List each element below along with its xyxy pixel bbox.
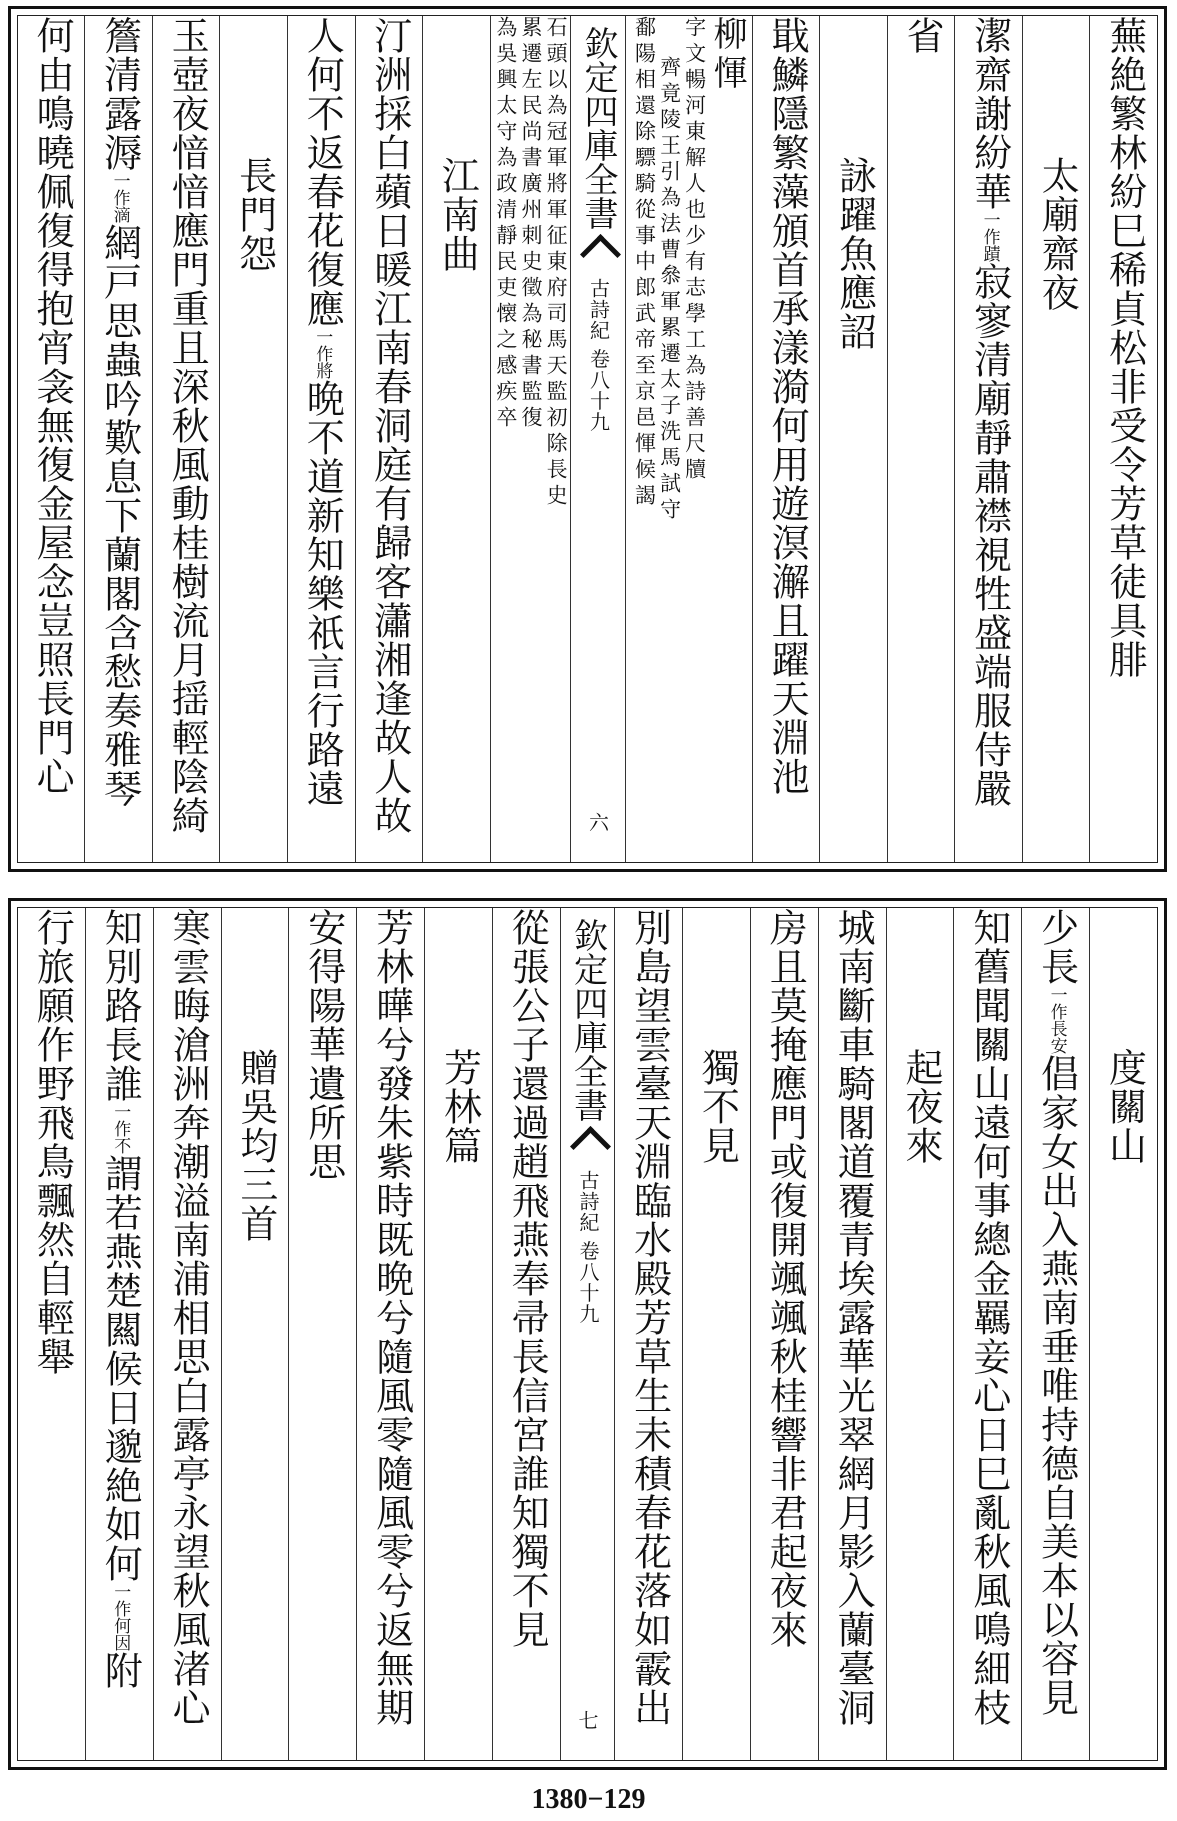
- verse-text: 附: [98, 1651, 143, 1690]
- verse-line: 安得陽華遺所思: [301, 908, 346, 1181]
- text-column: [85, 908, 153, 1760]
- text-column: [84, 16, 152, 862]
- variant-note: 一作蹟: [979, 211, 1000, 262]
- text-column: [614, 908, 682, 1760]
- volume-label: 古詩紀 卷八十九: [576, 1170, 601, 1325]
- poem-title: 獨不見: [695, 1048, 740, 1165]
- top-page-columns: [17, 15, 1158, 863]
- text-column: [219, 16, 287, 862]
- text-column: [287, 16, 355, 862]
- text-column: [1022, 16, 1090, 862]
- verse-text: 簷清露溽: [97, 16, 142, 172]
- poem-title: 起夜來: [898, 1048, 943, 1165]
- verse-line: 汀洲採白蘋日暖江南春洞庭有歸客瀟湘逢故人故: [367, 16, 412, 835]
- biography-column: [625, 16, 752, 862]
- bottom-page-columns: [17, 907, 1158, 1761]
- poem-title: 贈吳均三首: [233, 1048, 278, 1243]
- text-column: [492, 908, 560, 1760]
- verse-line: 知舊聞關山遠何事總金羈妾心日巳亂秋風鳴細枝: [966, 908, 1011, 1727]
- text-column: [153, 908, 221, 1760]
- text-column: [818, 908, 886, 1760]
- text-column: [1089, 16, 1157, 862]
- fish-tail-mark-icon: [583, 236, 613, 272]
- verse-line: [97, 16, 142, 862]
- verse-text: 謂若燕楚闗候日邈絶如何: [98, 1154, 143, 1583]
- text-column: [355, 16, 423, 862]
- bio-line: 字文暢河東解人也少有志學工為詩善尺牘: [682, 16, 707, 484]
- text-column: [1089, 908, 1157, 1760]
- verse-line: 別島望雲臺天淵臨水殿芳草生未積春花落如霰出: [627, 908, 672, 1727]
- volume-label: 古詩紀 卷八十九: [586, 278, 611, 433]
- book-title: 欽定四庫全書: [577, 26, 618, 230]
- page-number: 七: [575, 1710, 600, 1730]
- text-column: [953, 908, 1021, 1760]
- verse-line: 從張公子還過趙飛燕奉帚長信宮誰知獨不見: [505, 908, 550, 1649]
- page-number: 六: [585, 812, 610, 832]
- verse-text: 倡家女出入燕南垂唯持德自美本以容見: [1034, 1054, 1079, 1717]
- text-column: [752, 16, 820, 862]
- verse-text: 寂寥清廟靜肅襟視牲盛端服侍嚴: [967, 262, 1012, 808]
- center-band: [560, 908, 614, 1760]
- text-column: [288, 908, 356, 1760]
- verse-text: 知別路長誰: [98, 908, 143, 1103]
- text-column: [750, 908, 818, 1760]
- verse-line: 寒雲晦滄洲奔潮溢南浦相思白露亭永望秋風渚心: [166, 908, 211, 1727]
- verse-text: 人何不返春花復應: [300, 16, 345, 328]
- bio-line: 為吳興太守為政清靜民吏懐之感疾卒: [493, 16, 518, 432]
- poem-title: 長門怨: [232, 156, 277, 273]
- text-column: [886, 908, 954, 1760]
- verse-line: 何由鳴曉佩復得抱宵衾無復金屋念豈照長門心: [30, 16, 75, 796]
- verse-line: 戢鱗隱繁藻頒首承漾漪何用遊溟澥且躍天淵池: [765, 16, 810, 796]
- bottom-page: [8, 898, 1167, 1770]
- text-column: [887, 16, 955, 862]
- poem-title: 詠躍魚應詔: [832, 156, 877, 351]
- variant-note: 一作不: [110, 1103, 131, 1154]
- text-column: [221, 908, 289, 1760]
- variant-note: 一作滴: [109, 172, 130, 223]
- text-column: [819, 16, 887, 862]
- author-biography: [494, 16, 567, 862]
- verse-line: 蕪絶繁林紛巳稀貞松非受令芳草徒具腓: [1102, 16, 1147, 679]
- verse-line: [98, 908, 143, 1760]
- center-band: [570, 16, 624, 862]
- author-name: 柳惲: [707, 16, 748, 94]
- footer-page-number: 1380−129: [531, 1784, 646, 1815]
- verse-text: 少長: [1034, 908, 1079, 986]
- text-column: [422, 16, 490, 862]
- poem-title: 太廟齋夜: [1035, 156, 1080, 312]
- variant-note: 一作長安: [1046, 986, 1067, 1054]
- bio-line: 石頭以為冠軍將軍征東府司馬天監初除長史: [544, 16, 569, 510]
- fish-tail-mark-icon: [573, 1128, 603, 1164]
- text-column: [954, 16, 1022, 862]
- verse-text: 網戸思蟲吟歎息下蘭閣含愁奏雅琴: [97, 223, 142, 808]
- book-title: 欽定四庫全書: [567, 918, 608, 1122]
- poem-title: 芳林篇: [437, 1048, 482, 1165]
- verse-line: [967, 16, 1012, 862]
- verse-text: 潔齋謝紛華: [967, 16, 1012, 211]
- verse-line: [1034, 908, 1079, 1760]
- poem-title: 度關山: [1102, 1048, 1147, 1165]
- verse-line: [300, 16, 345, 862]
- verse-line: 城南斷車騎閣道覆青埃露華光翠網月影入蘭臺洞: [831, 908, 876, 1727]
- text-column: [356, 908, 424, 1760]
- verse-text: 晩不道新知樂祇言行路遠: [300, 379, 345, 808]
- text-column: [152, 16, 220, 862]
- verse-line: 省: [900, 16, 945, 55]
- verse-line: 房且莫掩應門或復開颯颯秋桂響非君起夜來: [763, 908, 808, 1649]
- bio-line: 累遷左民尚書廣州刺史徵為秘書監復: [518, 16, 543, 432]
- text-column: [1021, 908, 1089, 1760]
- biography-column: [490, 16, 571, 862]
- author-biography: [632, 16, 748, 862]
- poem-title: 江南曲: [435, 156, 480, 273]
- text-column: [682, 908, 750, 1760]
- bio-line: 鄱陽相還除驃騎從事中郎武帝至京邑惲候謁: [632, 16, 657, 510]
- text-column: [18, 16, 85, 862]
- verse-line: 玉壺夜愔愔應門重且深秋風動桂樹流月揺輕陰綺: [165, 16, 210, 835]
- variant-note: 一作何因: [110, 1583, 131, 1651]
- text-column: [424, 908, 492, 1760]
- verse-line: 芳林曄兮發朱紫時既晩兮隨風零隨風零兮返無期: [369, 908, 414, 1727]
- text-column: [18, 908, 85, 1760]
- verse-line: 行旅願作野飛鳥飄然自輕舉: [30, 908, 75, 1376]
- bio-line: 齊竟陵王引為法曹叅軍累遷太子洗馬試守: [657, 56, 682, 524]
- variant-note: 一作將: [312, 328, 333, 379]
- top-page: [8, 6, 1167, 872]
